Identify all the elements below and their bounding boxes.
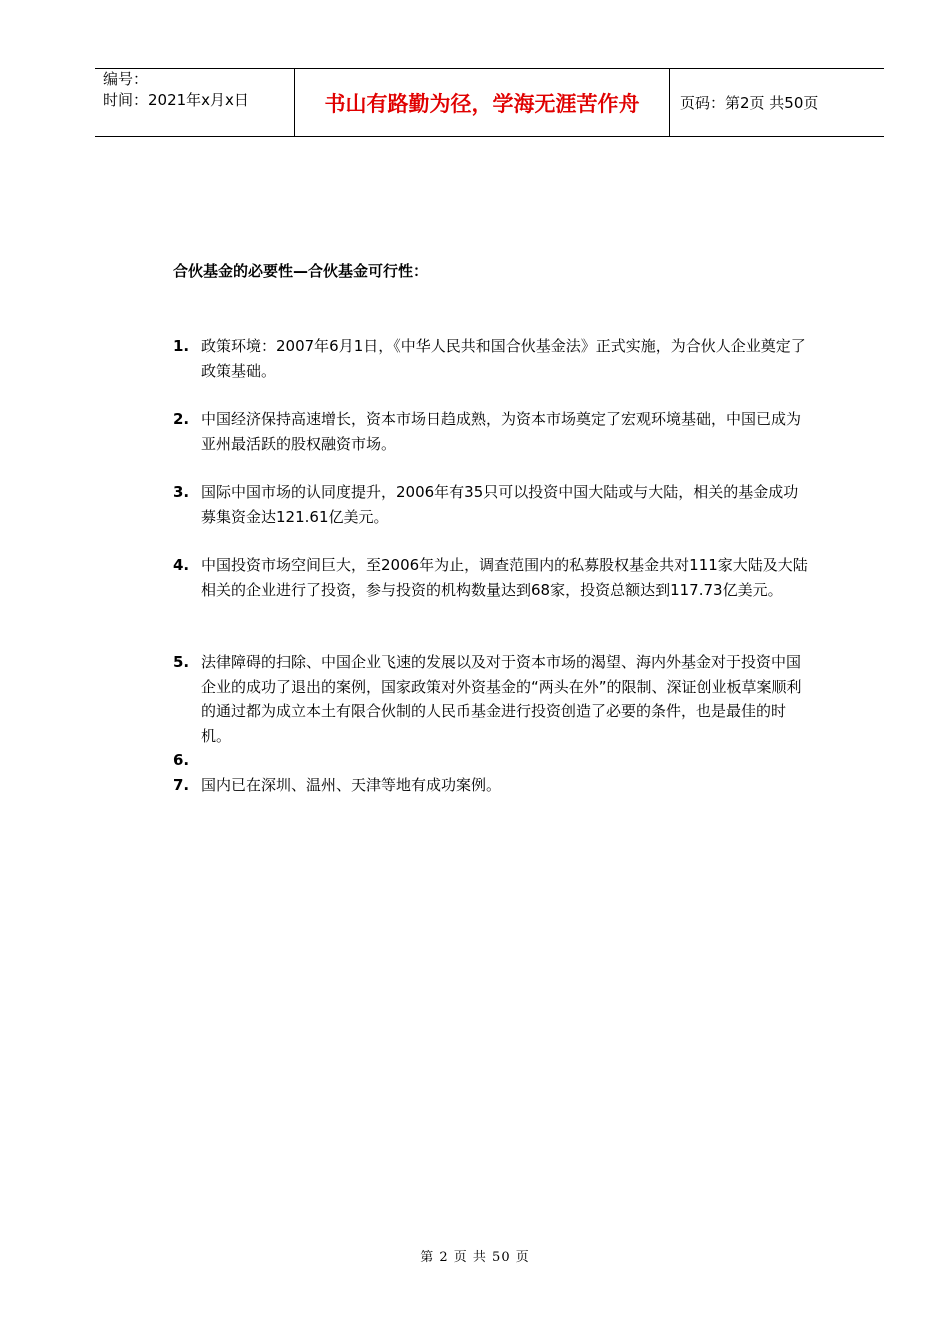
list-item-text: 国内已在深圳、温州、天津等地有成功案例。 — [201, 775, 502, 794]
header-meta — [95, 69, 295, 136]
time-label: 时间：2021年x月x日 — [103, 91, 249, 109]
list-item — [173, 748, 813, 773]
list-item — [173, 407, 813, 456]
list-item-number: 7. — [173, 775, 190, 794]
list-item — [173, 773, 813, 798]
list-item — [173, 650, 813, 748]
header-motto: 书山有路勤为径，学海无涯苦作舟 — [295, 69, 670, 136]
list-item-text: 法律障碍的扫除、中国企业飞速的发展以及对于资本市场的渴望、海内外基金对于投资中国企业的成功了退出的案例，国家政策对外资基金的“两头在外”的限制、深证创业板草案顺利的通过都为成立本土有限合伙制的人民币基金进行投资创造了必要的条件，也是最佳的时机。 — [201, 653, 802, 745]
list-item-number: 4. — [173, 556, 190, 574]
list-item — [173, 334, 813, 383]
code-label: 编号： — [103, 70, 149, 88]
list-item — [173, 480, 813, 529]
list-item-text — [201, 748, 813, 773]
list-item-text: 中国投资市场空间巨大，至2006年为止，调查范围内的私募股权基金共对111家大陆及大陆相关的企业进行了投资，参与投资的机构数量达到68家，投资总额达到117.73亿美元。 — [201, 556, 808, 599]
list-item-text: 中国经济保持高速增长，资本市场日趋成熟，为资本市场奠定了宏观环境基础，中国已成为亚州最活跃的股权融资市场。 — [201, 410, 802, 453]
list-item-text: 政策环境：2007年6月1日，《中华人民共和国合伙基金法》正式实施，为合伙人企业奠定了政策基础。 — [201, 337, 806, 380]
list-item-number: 2. — [173, 410, 190, 428]
list-item-number: 6. — [173, 751, 190, 769]
list-item-number: 5. — [173, 653, 190, 671]
list-item-text: 国际中国市场的认同度提升，2006年有35只可以投资中国大陆或与大陆，相关的基金成功募集资金达121.61亿美元。 — [201, 483, 799, 526]
numbered-list — [173, 334, 813, 797]
list-item-number: 1. — [173, 337, 190, 355]
document-title: 合伙基金的必要性—合伙基金可行性： — [173, 262, 429, 280]
page-header — [95, 68, 884, 137]
list-item-number: 3. — [173, 483, 190, 501]
list-item — [173, 553, 813, 602]
page-footer: 第 2 页 共 50 页 — [420, 1250, 530, 1265]
header-page-info: 页码：第2页 共50页 — [680, 94, 819, 112]
